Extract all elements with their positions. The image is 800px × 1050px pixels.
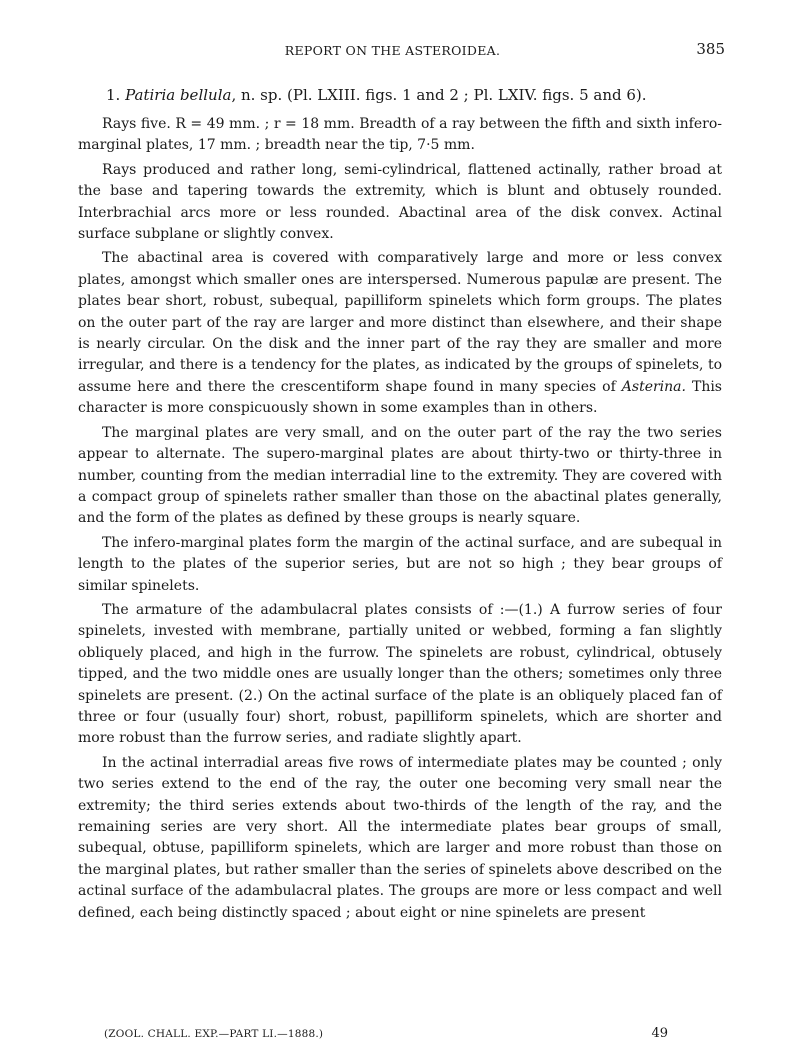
paragraph-actinal-interradial: In the actinal interradial areas five rows of intermediate plates may be counted ; only two series extend to the end of the ray, the outer one becoming very small near the extremity; the third series extends about two-thirds of the length of the ray, and the remaining series are very short. All the intermediate plates bear groups of small, subequal, obtuse, papilliform spinelets, which are larger and more robust than those on the marginal plates, but rather smaller than the series of spinelets above described on the actinal surface of the adambulacral plates. The groups are more or less compact and well defined, each being distinctly spaced ; about eight or nine spinelets are present [78,754,722,921]
species-name: Patiria bellula [125,86,232,104]
paragraph-dimensions: Rays five. R = 49 mm. ; r = 18 mm. Breadth of a ray between the fifth and sixth infero-marginal plates, 17 mm. ; breadth near the tip, 7·5 mm. [78,116,722,154]
heading-rest: , n. sp. (Pl. LXIII. figs. 1 and 2 ; Pl. LXIV. figs. 5 and 6). [231,86,647,104]
genus-asterina: Asterina. [621,378,686,395]
paragraph-abactinal-text: The abactinal area is covered with comparatively large and more or less convex plates, amongst which smaller ones are interspersed. Numerous papulæ are present. The plates bear short, robust, subequal, papilliform spinelets which form groups. The plates on the outer part of the ray are larger and more distinct than elsewhere, and their shape is nearly circular. On the disk and the inner part of the ray they are smaller and more irregular, and there is a tendency for the plates, as indicated by the groups of spinelets, to assume here and there the crescentiform shape found in many species of [78,250,722,395]
paragraph-abactinal-after: This character is more conspicuously shown in some examples than in others. [78,378,722,417]
paragraph-rays: Rays produced and rather long, semi-cylindrical, flattened actinally, rather broad at the base and tapering towards the extremity, which is blunt and obtusely rounded. Interbrachial arcs more or less rounded. Abactinal area of the disk convex. Actinal surface subplane or slightly convex. [78,161,722,243]
signature-mark: 49 [651,1026,668,1041]
heading-number: 1. [106,86,121,104]
document-body [78,78,722,927]
paragraph-adambulacral-armature: The armature of the adambulacral plates consists of :—(1.) A furrow series of four spinelets, invested with membrane, partially united or webbed, forming a fan slightly obliquely placed, and high in the furrow. The spinelets are robust, cylindrical, obtusely tipped, and the two middle ones are usually longer than the others; sometimes only three spinelets are present. (2.) On the actinal surface of the plate is an obliquely placed fan of three or four (usually four) short, robust, papilliform spinelets, which are shorter and more robust than the furrow series, and radiate slightly apart. [78,601,722,747]
paragraph-abactinal-area [78,248,722,419]
running-title: REPORT ON THE ASTEROIDEA. [284,43,501,58]
running-head [60,40,725,62]
species-heading [106,84,722,106]
paragraph-infero-marginal: The infero-marginal plates form the margin of the actinal surface, and are subequal in length to the plates of the superior series, but are not so high ; they bear groups of similar spinelets. [78,534,722,594]
page-footer [104,1026,668,1044]
footer-citation: (ZOOL. CHALL. EXP.—PART LI.—1888.) [104,1028,324,1040]
paragraph-marginal-plates: The marginal plates are very small, and on the outer part of the ray the two series appear to alternate. The supero-marginal plates are about thirty-two or thirty-three in number, counting from the median interradial line to the extremity. They are covered with a compact group of spinelets rather smaller than those on the abactinal plates generally, and the form of the plates as defined by these groups is nearly square. [78,424,722,527]
page-number: 385 [696,40,725,58]
